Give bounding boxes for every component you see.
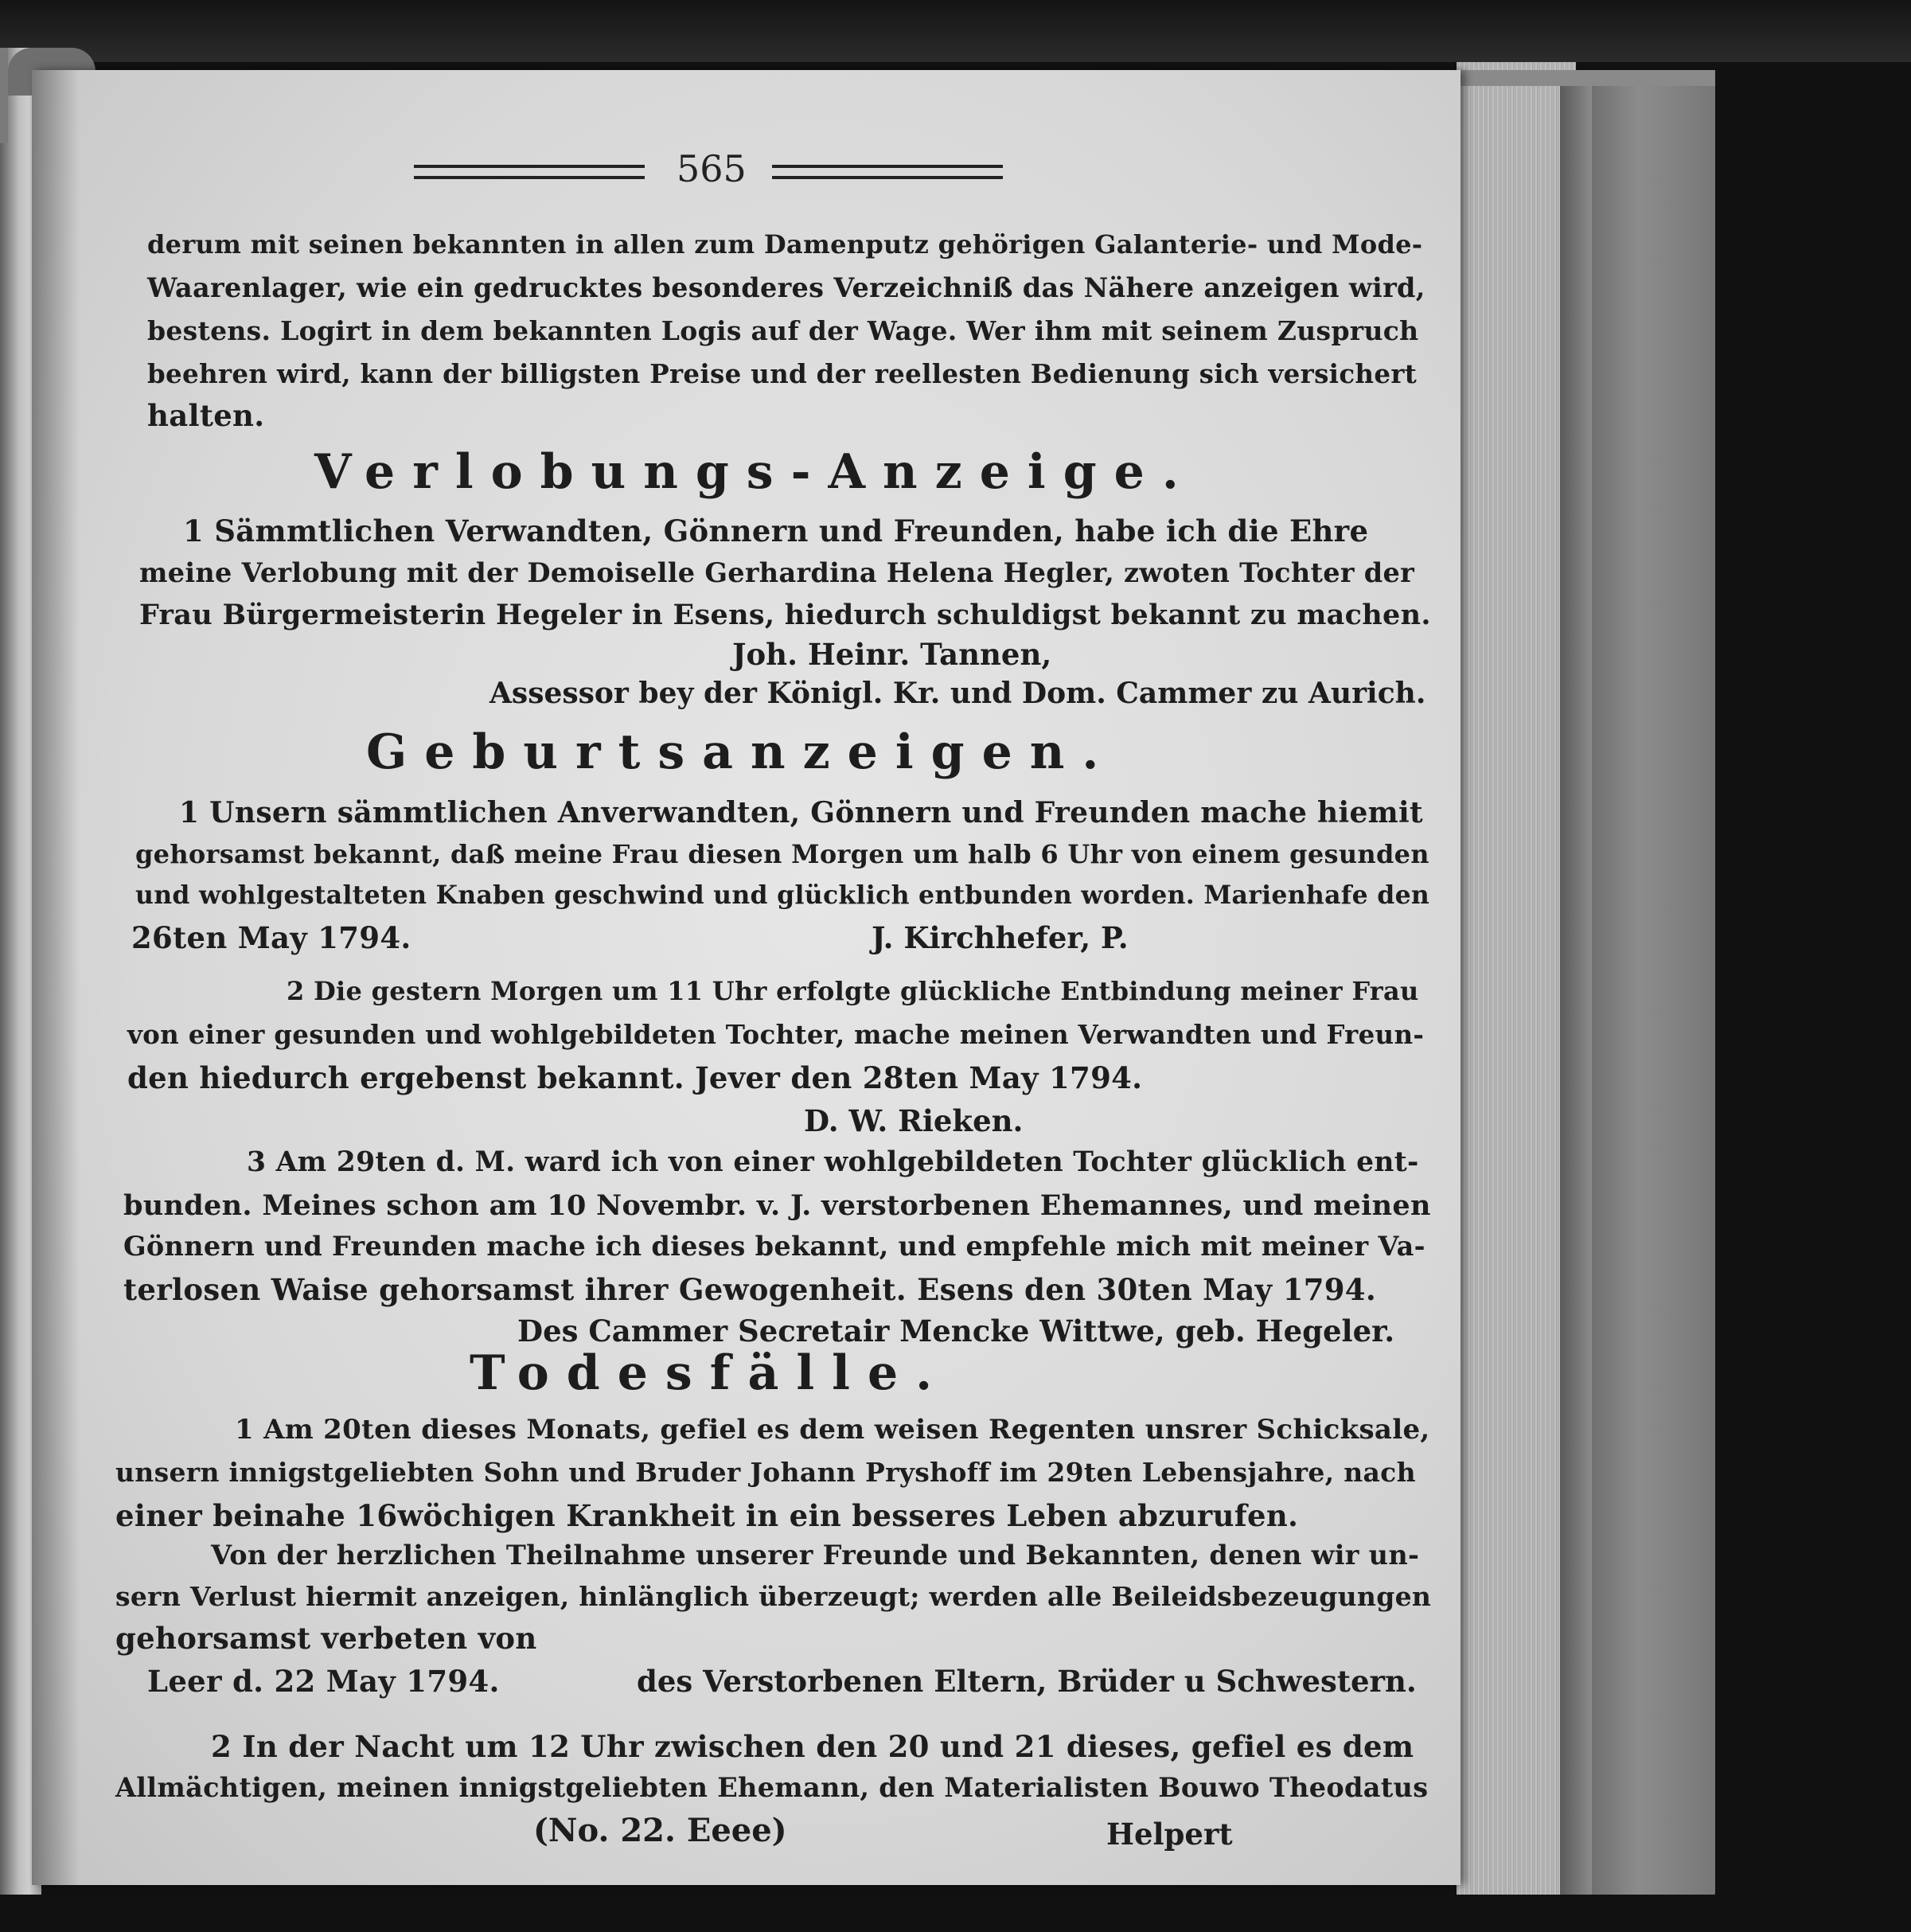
engagement-signature-name: Joh. Heinr. Tannen, [732,637,1052,672]
birth-entry-signature: D. W. Rieken. [804,1103,1024,1138]
engagement-signature-title: Assessor bey der Königl. Kr. und Dom. Cammer zu Aurich. [489,677,1426,710]
birth-entry-line: 3 Am 29ten d. M. ward ich von einer wohlgebildeten Tochter glücklich ent- [247,1146,1419,1178]
death-entry-line: gehorsamst verbeten von [115,1621,537,1656]
catchword: Helpert [1106,1817,1233,1852]
page-header [414,147,1003,195]
birth-entry-line: 1 Unsern sämmtlichen Anverwandten, Gönnern und Freunden mache hiemit [179,796,1423,829]
death-entry-place-date: Leer d. 22 May 1794. [147,1664,500,1699]
header-rule-left [414,165,645,179]
birth-entry-line: den hiedurch ergebenst bekannt. Jever den 28ten May 1794. [127,1060,1143,1095]
left-page-strip [0,48,8,143]
death-entry-line: unsern innigstgeliebten Sohn und Bruder Johann Pryshoff im 29ten Lebensjahre, nach [115,1457,1416,1488]
binding-top-band [0,0,1911,62]
birth-entry-line: und wohlgestalteten Knaben geschwind und glücklich entbunden worden. Marienhafe den [135,880,1430,910]
death-entry-line: 1 Am 20ten dieses Monats, gefiel es dem weisen Regenten unsrer Schicksale, [235,1414,1430,1446]
section-heading-births: Geburtsanzeigen. [366,724,1117,780]
birth-entry-signature: Des Cammer Secretair Mencke Wittwe, geb. Hegeler. [517,1313,1395,1348]
intro-line: halten. [147,398,265,433]
birth-entry-line: gehorsamst bekannt, daß meine Frau diesen Morgen um halb 6 Uhr von einem gesunden [135,839,1429,869]
death-entry-line: einer beinahe 16wöchigen Krankheit in ein besseres Leben abzurufen. [115,1498,1299,1533]
birth-entry-signature: J. Kirchhefer, P. [872,920,1129,955]
intro-line: derum mit seinen bekannten in allen zum Damenputz gehörigen Galanterie- und Mode- [147,229,1423,260]
birth-entry-line: bunden. Meines schon am 10 Novembr. v. J. verstorbenen Ehemannes, und meinen [123,1189,1431,1222]
page-block-top [1457,70,1715,86]
birth-entry-line: terlosen Waise gehorsamst ihrer Gewogenheit. Esens den 30ten May 1794. [123,1272,1377,1307]
engagement-line: 1 Sämmtlichen Verwandten, Gönnern und Freunden, habe ich die Ehre [183,513,1369,548]
intro-line: Waarenlager, wie ein gedrucktes besonderes Verzeichniß das Nähere anzeigen wird, [147,272,1425,303]
bottom-band [0,1895,1911,1932]
birth-entry-line: Gönnern und Freunden mache ich dieses bekannt, und empfehle mich mit meiner Va- [123,1231,1425,1262]
intro-line: bestens. Logirt in dem bekannten Logis auf der Wage. Wer ihm mit seinem Zuspruch [147,315,1419,346]
death-entry-line: Allmächtigen, meinen innigstgeliebten Ehemann, den Materialisten Bouwo Theodatus [115,1772,1429,1803]
death-entry-line: 2 In der Nacht um 12 Uhr zwischen den 20 und 21 dieses, gefiel es dem [211,1729,1414,1764]
book-cover-edge [1588,76,1715,1899]
section-heading-engagement: Verlobungs-Anzeige. [314,444,1196,500]
signature-mark: (No. 22. Eeee) [533,1812,787,1849]
birth-entry-date: 26ten May 1794. [131,920,411,955]
birth-entry-line: 2 Die gestern Morgen um 11 Uhr erfolgte glückliche Entbindung meiner Frau [287,976,1419,1006]
engagement-line: meine Verlobung mit der Demoiselle Gerhardina Helena Hegler, zwoten Tochter der [139,557,1415,588]
page-block-shadow [1560,80,1592,1895]
page-block-edges [1457,62,1576,1909]
header-rule-right [772,165,1003,179]
page-number: 565 [677,147,747,190]
death-entry-line: sern Verlust hiermit anzeigen, hinlänglich überzeugt; werden alle Beileidsbezeugungen [115,1581,1432,1612]
engagement-line: Frau Bürgermeisterin Hegeler in Esens, hiedurch schuldigst bekannt zu machen. [139,599,1431,631]
death-entry-signature: des Verstorbenen Eltern, Brüder u Schwestern. [637,1664,1417,1699]
intro-line: beehren wird, kann der billigsten Preise und der reellesten Bedienung sich versichert [147,358,1418,389]
death-entry-line: Von der herzlichen Theilnahme unserer Freunde und Bekannten, denen wir un- [211,1540,1420,1571]
gutter-shadow [32,70,80,1885]
birth-entry-line: von einer gesunden und wohlgebildeten Tochter, mache meinen Verwandten und Freun- [127,1019,1425,1050]
section-heading-deaths: Todesfälle. [470,1345,950,1401]
